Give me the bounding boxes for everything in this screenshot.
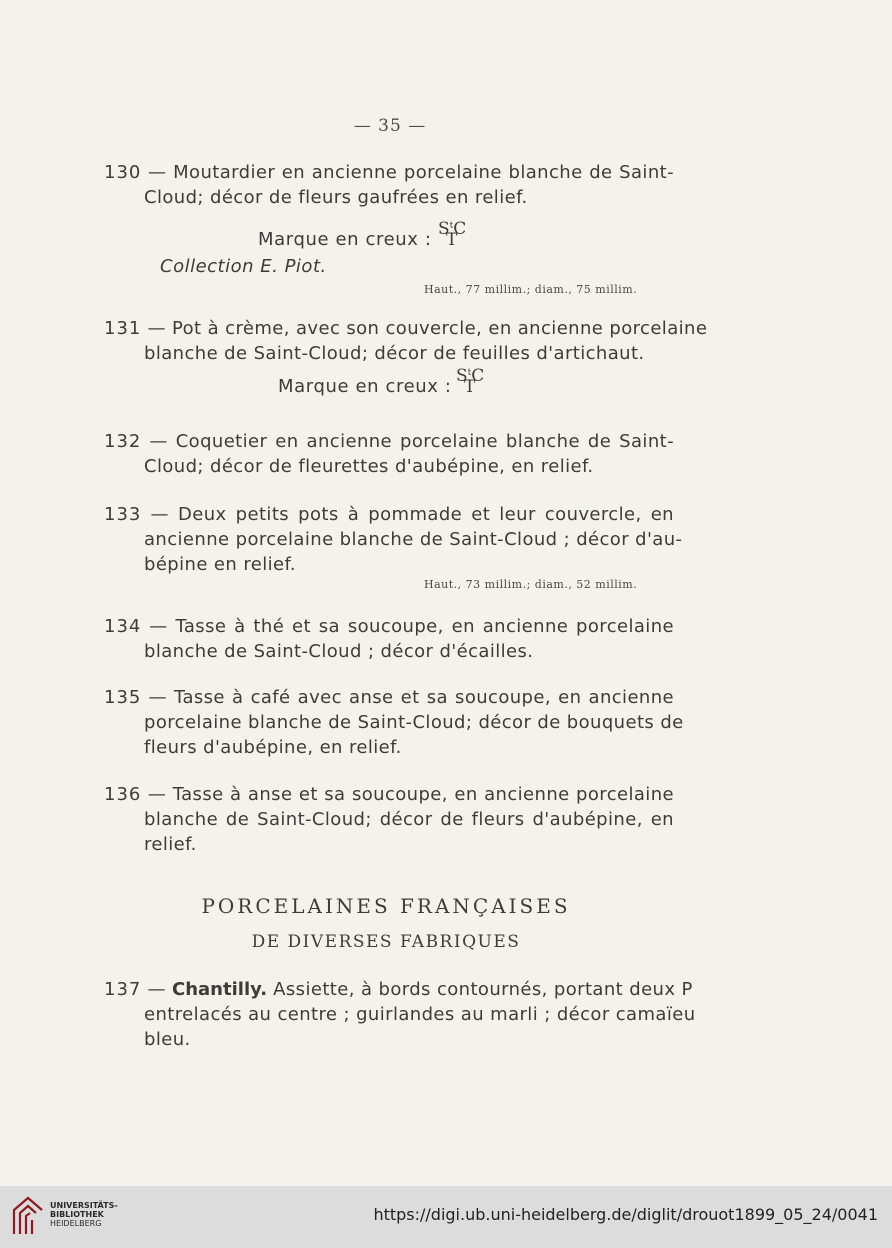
collection-note: Collection E. Piot. [160, 256, 327, 277]
entry-line: ancienne porcelaine blanche de Saint-Cloud ; décor d'au- [144, 529, 683, 550]
entry-text: — Tasse à anse et sa soucoupe, en ancienne porcelaine [147, 784, 674, 805]
mark-s: S [438, 219, 450, 239]
entry-line [104, 685, 674, 710]
entry-line: fleurs d'aubépine, en relief. [144, 737, 402, 758]
entry-text: — Deux petits pots à pommade et leur couvercle, en [150, 504, 674, 525]
library-logo-icon [10, 1194, 46, 1238]
entry-text: — Pot à crème, avec son couvercle, en ancienne porcelaine [147, 318, 708, 339]
entry-text: — Tasse à thé et sa soucoupe, en ancienne porcelaine [149, 616, 674, 637]
catalog-entry-131 [104, 316, 708, 366]
entry-line: blanche de Saint-Cloud; décor de feuilles d'artichaut. [144, 343, 645, 364]
entry-line [104, 977, 693, 1002]
entry-line [104, 429, 674, 454]
entry-line: Cloud; décor de fleurettes d'aubépine, en relief. [144, 456, 594, 477]
catalog-entry-130 [104, 160, 674, 210]
entry-line: bépine en relief. [144, 554, 297, 575]
mark-c: C [453, 219, 467, 239]
mark-sup: t [467, 368, 472, 378]
entry-maker: Chantilly. [172, 979, 268, 1000]
catalog-entry-133 [104, 502, 683, 577]
entry-line [104, 160, 674, 185]
entry-line: porcelaine blanche de Saint-Cloud; décor de bouquets de [144, 712, 684, 733]
library-name [50, 1201, 118, 1228]
library-line-1: UNIVERSITÄTS- [50, 1201, 118, 1210]
catalog-entry-137 [104, 977, 696, 1052]
entry-dash: — [147, 979, 173, 1000]
entry-line: Cloud; décor de fleurs gaufrées en relief. [144, 187, 528, 208]
mark-sigil-130 [438, 218, 467, 250]
maker-mark-131 [278, 376, 452, 397]
entry-number: 137 [104, 979, 142, 1000]
entry-text: — Coquetier en ancienne porcelaine blanche de Saint- [149, 431, 674, 452]
catalog-entry-134 [104, 614, 674, 664]
entry-number: 135 [104, 687, 142, 708]
mark-s: S [456, 366, 468, 386]
mark-sup: t [449, 221, 454, 231]
catalog-entry-132 [104, 429, 674, 479]
section-subtitle: DE DIVERSES FABRIQUES [251, 932, 521, 952]
entry-line [104, 502, 674, 527]
entry-line: entrelacés au centre ; guirlandes au marli ; décor camaïeu [144, 1004, 696, 1025]
entry-number: 133 [104, 504, 142, 525]
entry-line: relief. [144, 834, 197, 855]
mark-label: Marque en creux : [278, 376, 452, 397]
library-line-3: HEIDELBERG [50, 1219, 102, 1228]
mark-label: Marque en creux : [258, 229, 432, 250]
permalink-url[interactable]: https://digi.ub.uni-heidelberg.de/diglit/drouot1899_05_24/0041 [373, 1205, 878, 1224]
library-line-2: BIBLIOTHEK [50, 1210, 104, 1219]
mark-t: T [464, 377, 476, 397]
entry-number: 132 [104, 431, 142, 452]
page-number: — 35 — [353, 116, 427, 136]
entry-number: 136 [104, 784, 142, 805]
entry-number: 130 [104, 162, 142, 183]
mark-t: T [446, 230, 458, 250]
dimensions-133: Haut., 73 millim.; diam., 52 millim. [424, 578, 638, 591]
viewer-footer [0, 1186, 892, 1248]
entry-line: bleu. [144, 1029, 191, 1050]
entry-text: — Moutardier en ancienne porcelaine blanche de Saint- [148, 162, 674, 183]
entry-text: — Tasse à café avec anse et sa soucoupe, en ancienne [148, 687, 675, 708]
mark-sigil-131 [456, 365, 485, 397]
entry-line: blanche de Saint-Cloud ; décor d'écailles. [144, 641, 534, 662]
dimensions-130: Haut., 77 millim.; diam., 75 millim. [424, 283, 638, 296]
catalog-entry-135 [104, 685, 684, 760]
catalog-entry-136 [104, 782, 674, 857]
entry-line [104, 614, 674, 639]
entry-line: blanche de Saint-Cloud; décor de fleurs d'aubépine, en [144, 809, 674, 830]
entry-number: 131 [104, 318, 142, 339]
entry-text: Assiette, à bords contournés, portant deux P [267, 979, 693, 1000]
entry-line [104, 316, 708, 341]
section-title: PORCELAINES FRANÇAISES [201, 894, 571, 918]
maker-mark-130 [258, 229, 432, 250]
entry-number: 134 [104, 616, 142, 637]
entry-line [104, 782, 674, 807]
mark-c: C [471, 366, 485, 386]
